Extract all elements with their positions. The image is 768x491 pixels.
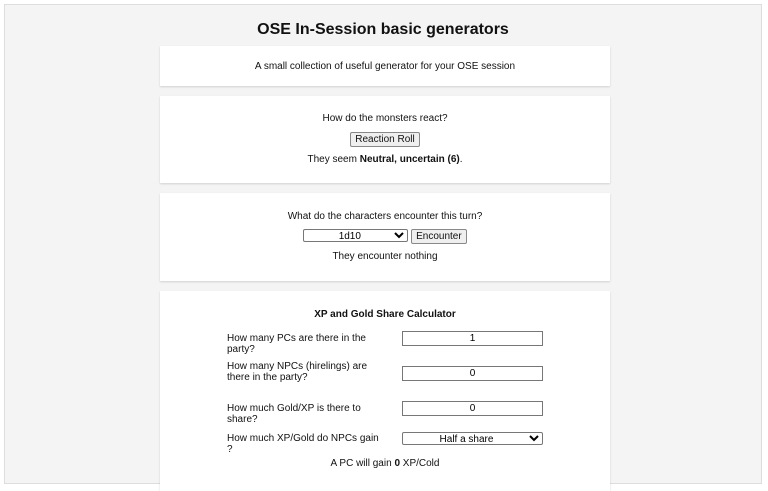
reaction-result-value: Neutral, uncertain (6) bbox=[359, 154, 460, 165]
reaction-question: How do the monsters react? bbox=[322, 113, 448, 124]
xp-calculator-card bbox=[160, 291, 610, 491]
intro-text: A small collection of useful generator for your OSE session bbox=[254, 61, 516, 72]
npc-share-label: How much XP/Gold do NPCs gain ? bbox=[227, 433, 379, 455]
xp-result-value: 0 bbox=[394, 458, 400, 469]
xp-result-suffix: XP/Cold bbox=[400, 458, 440, 469]
npcs-label: How many NPCs (hirelings) are there in the party? bbox=[227, 361, 368, 383]
reaction-card bbox=[160, 96, 610, 183]
encounter-die-select[interactable] bbox=[303, 229, 408, 242]
page-title: OSE In-Session basic generators bbox=[257, 21, 509, 38]
xp-calculator-title: XP and Gold Share Calculator bbox=[314, 309, 456, 320]
encounter-card bbox=[160, 193, 610, 281]
encounter-result: They encounter nothing bbox=[332, 251, 438, 262]
reaction-result-suffix: . bbox=[459, 154, 463, 165]
reaction-result-prefix: They seem bbox=[307, 154, 360, 165]
reaction-roll-button[interactable]: Reaction Roll bbox=[350, 132, 419, 147]
encounter-question: What do the characters encounter this turn? bbox=[287, 211, 483, 222]
npcs-input[interactable] bbox=[402, 366, 543, 381]
xp-result-prefix: A PC will gain bbox=[330, 458, 395, 469]
intro-card bbox=[160, 46, 610, 86]
gold-label: How much Gold/XP is there to share? bbox=[227, 403, 361, 425]
page-container bbox=[4, 4, 762, 484]
encounter-button[interactable]: Encounter bbox=[411, 229, 467, 244]
npc-share-select[interactable] bbox=[402, 432, 543, 445]
gold-input[interactable] bbox=[402, 401, 543, 416]
pcs-input[interactable] bbox=[402, 331, 543, 346]
xp-result bbox=[160, 458, 610, 469]
pcs-label: How many PCs are there in the party? bbox=[227, 333, 366, 355]
reaction-result bbox=[160, 154, 610, 165]
